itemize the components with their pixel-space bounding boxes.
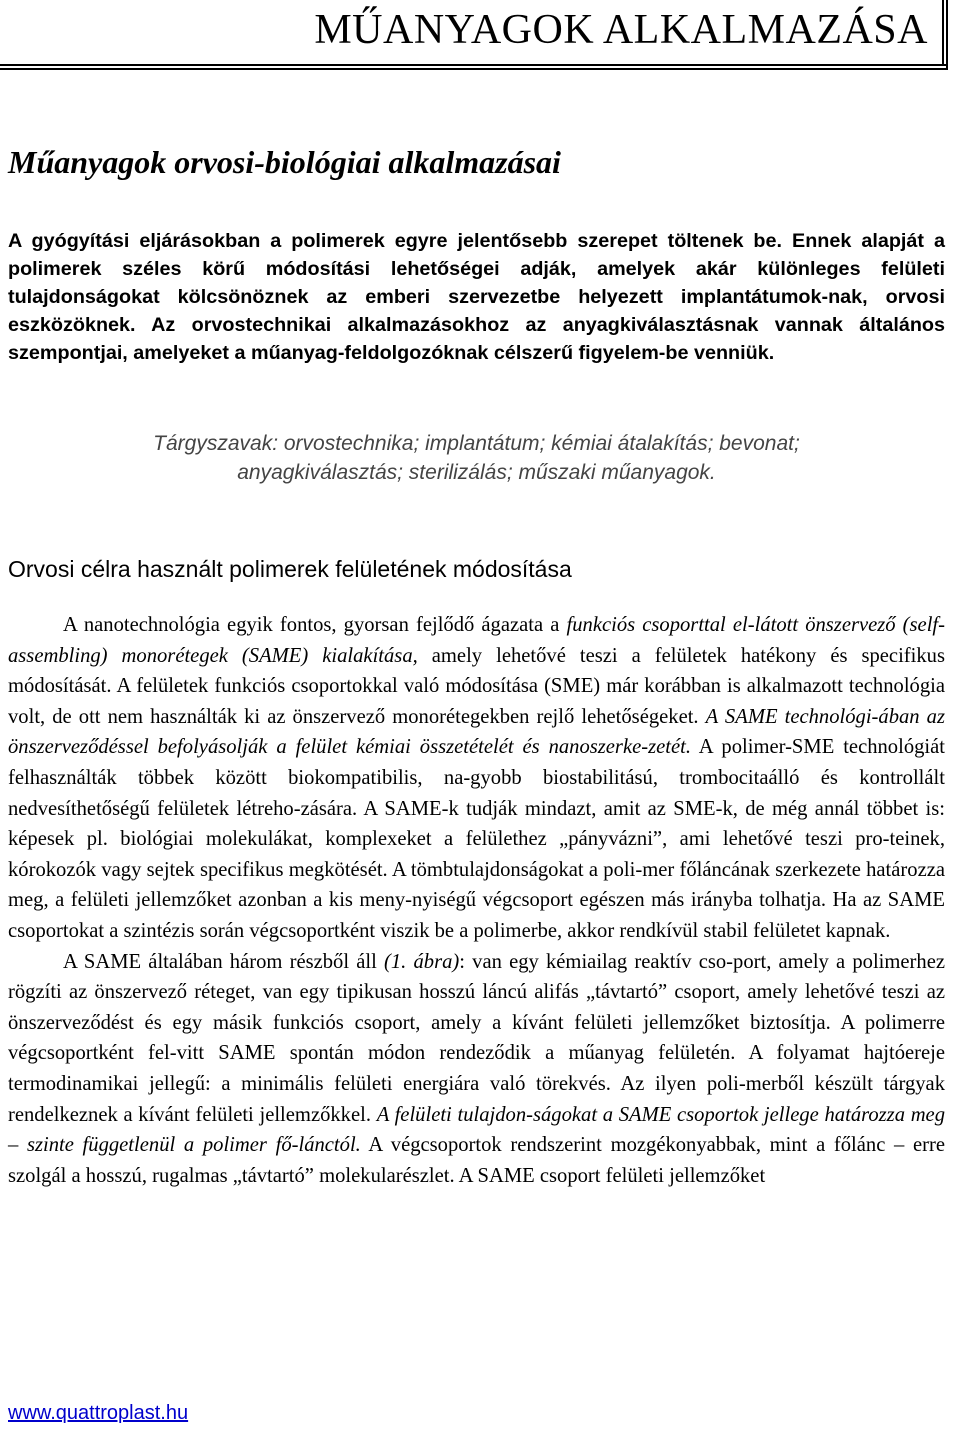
emphasized-text: funkciós csoporttal el-látott önszervező (self-assembling) monorétegek (SAME) kialakítása, bbox=[8, 614, 945, 667]
header-rule-top bbox=[0, 64, 948, 66]
body-paragraph-1 bbox=[8, 610, 945, 947]
body-paragraph-2 bbox=[8, 947, 945, 1192]
keywords bbox=[8, 429, 945, 487]
article-title: Műanyagok orvosi-biológiai alkalmazásai bbox=[8, 144, 561, 180]
paragraph-text: A végcsoportok rendszerint mozgékonyabbak, mint a főlánc – erre szolgál a hosszú, rugalmas „távtartó” molekularészlet. A SAME csoport felületi jellemzőket bbox=[8, 1134, 945, 1187]
page-header bbox=[0, 0, 960, 72]
paragraph-text: A polimer-SME technológiát felhasználták többek között biokompatibilis, na-gyobb biostabilitású, trombocitaálló és kontrollált nedvesíthetőségű felületek létreho-zására. A SAME-k tudják mindazt, amit az SME-k, de még annál többet is: képesek pl. biológiai molekulákat, komplexeket a felülethez „pányvázni”, ami lehetővé teszi pro-teinek, kórokozók vagy sejtek specifikus megkötését. A tömbtulajdonságokat a poli-mer főláncának szerkezete határozza meg, a felületi jellemzőket azonban a kis meny-nyiségű végcsoport egészen más irányba tolhatja. Ha az SAME csoportokat a szintézis során végcsoportként viszik be a polimerbe, akkor rendkívül stabil felületet kapnak. bbox=[8, 736, 945, 942]
website-link[interactable]: www.quattroplast.hu bbox=[8, 1402, 189, 1424]
running-header-title: MŰANYAGOK ALKALMAZÁSA bbox=[314, 7, 928, 53]
paragraph-text: A SAME általában három részből áll bbox=[63, 950, 385, 973]
paragraph-text: amely lehetővé teszi a felületek hatékony és specifikus módosítását. A felületek funkciós csoportokkal való módosítása (SME) már korábban is alkalmazott technológia volt, de ott nem használták ki az önszervező monorétegekben rejlő lehetőségeket. bbox=[8, 644, 945, 728]
body-text bbox=[8, 610, 945, 1191]
emphasized-text: (1. ábra) bbox=[384, 950, 460, 973]
header-rule-right-inner bbox=[942, 0, 944, 66]
emphasized-text: A SAME technológi-ában az önszerveződéssel befolyásolják a felület kémiai összetételét és nanoszerke-zetét. bbox=[8, 705, 945, 759]
abstract: A gyógyítási eljárásokban a polimerek egyre jelentősebb szerepet töltenek be. Ennek alapját a polimerek széles körű módosítási lehetőségei adják, amelyek akár különleges felületi tulajdonságokat kölcsönöznek az emberi szervezetbe helyezett implantátumok-nak, orvosi eszközöknek. Az orvostechnikai alkalmazásokhoz az anyagkiválasztásnak vannak általános szempontjai, amelyeket a műanyag-feldolgozóknak célszerű figyelem-be venniük. bbox=[8, 230, 945, 364]
emphasized-text: A felületi tulajdon-ságokat a SAME csoportok jellege határozza meg – szinte függetlenül a polimer fő-lánctól. bbox=[8, 1103, 945, 1157]
keywords-line-1: Tárgyszavak: orvostechnika; implantátum; kémiai átalakítás; bevonat; bbox=[153, 432, 800, 455]
keywords-line-2: anyagkiválasztás; sterilizálás; műszaki műanyagok. bbox=[237, 461, 716, 484]
header-rule-right-outer bbox=[946, 0, 948, 70]
paragraph-text: : van egy kémiailag reaktív cso-port, amely a polimerhez rögzíti az önszervező réteget, van egy tipikusan hosszú láncú alifás „távtartó” csoport, amely lehetővé teszi az önszerveződést és egy másik funkciós csoport, amely a kívánt felületi jellemzőket biztosítja. A polimerre végcsoportként fel-vitt SAME spontán módon rendeződik a műanyag felületén. A folyamat hajtóereje termodinamikai jellegű: a minimális felületi energiára való törekvés. Az ilyen poli-merből készült tárgyak rendelkeznek a kívánt felületi jellemzőkkel. bbox=[8, 950, 945, 1126]
header-rule-bottom bbox=[0, 68, 948, 70]
section-heading: Orvosi célra használt polimerek felületének módosítása bbox=[8, 556, 572, 582]
paragraph-text: A nanotechnológia egyik fontos, gyorsan fejlődő ágazata a bbox=[63, 614, 567, 636]
